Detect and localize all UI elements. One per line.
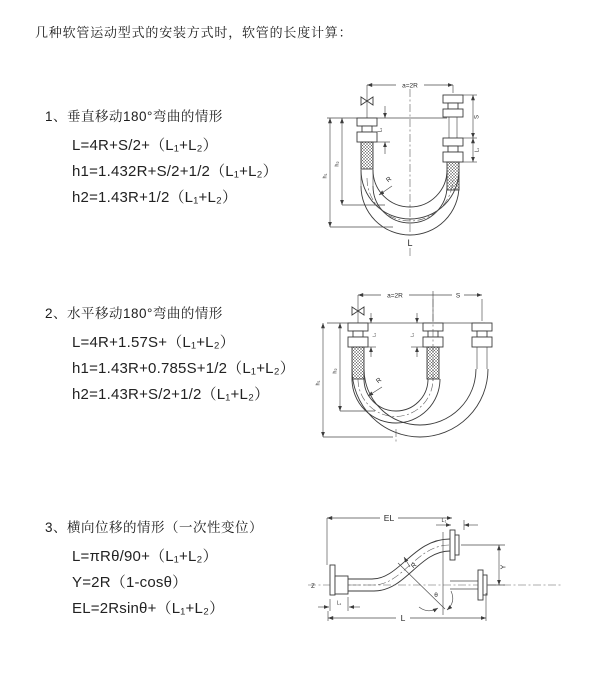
section-1 [45, 105, 278, 211]
dim-label-a2r: a=2R [387, 292, 403, 300]
hose-u-bend [352, 369, 488, 443]
dim-l1-center [410, 313, 424, 357]
dim-l1-right [463, 138, 481, 162]
diagram-horizontal-bend [313, 283, 600, 451]
section-3 [45, 516, 263, 622]
dim-label-r: R [385, 175, 394, 185]
right-fitting-upper [443, 95, 463, 138]
dim-label-r: R [409, 561, 419, 571]
formula-line: h1=1.432R+S/2+1/2（L₁+L₂） [72, 163, 278, 180]
dim-label-h1: h₁ [322, 173, 329, 179]
hose-braid [352, 347, 364, 379]
dim-label-l: L [400, 613, 406, 623]
dim-el [327, 511, 452, 565]
dim-l1-left [377, 106, 390, 154]
valve-icon [352, 295, 364, 323]
dim-label-l1: L₁ [474, 147, 481, 153]
dim-label-l1: L₁ [371, 332, 377, 338]
dim-label-l1: L₁ [336, 600, 342, 607]
dim-l1-bottom [318, 597, 360, 611]
dim-label-s: S [474, 114, 481, 120]
formula-line: L=πRθ/90+（L₁+L₂） [72, 548, 218, 565]
section-2-heading: 2、水平移动180°弯曲的情形 [45, 306, 223, 321]
formula-line: h1=1.43R+0.785S+1/2（L₁+L₂） [72, 360, 295, 377]
dim-label-a2r: a=2R [402, 82, 418, 90]
left-flange [330, 565, 348, 595]
left-fitting [357, 118, 377, 169]
formula-line: h2=1.43R+1/2（L₁+L₂） [72, 189, 238, 206]
formula-line: L=4R+1.57S+（L₁+L₂） [72, 334, 235, 351]
dim-label-theta: θ [434, 592, 438, 599]
formula-line: h2=1.43R+S/2+1/2（L₁+L₂） [72, 386, 270, 403]
dim-label-l1: L₁ [441, 518, 447, 524]
section-3-heading: 3、横向位移的情形（一次性变位） [45, 520, 264, 535]
datum-z-mark: Z [311, 584, 315, 590]
dim-label-l1: L₁ [409, 332, 415, 338]
formula-line: Y=2R（1-cosθ） [72, 574, 188, 591]
dim-label-h2: h₂ [332, 368, 339, 374]
formula-line: EL=2Rsinθ+（L₁+L₂） [72, 600, 225, 617]
upper-flange [450, 530, 459, 560]
radius-callout [368, 376, 383, 396]
right-fitting-moved [472, 323, 492, 369]
dim-label-l: L [407, 238, 413, 248]
section-1-heading: 1、垂直移动180°弯曲的情形 [45, 109, 223, 124]
dim-l1-top [436, 518, 478, 530]
dim-a2r-s [358, 290, 482, 321]
hose-braid [447, 162, 459, 190]
dim-label-s: S [455, 292, 461, 300]
dim-label-l1: L₁ [377, 127, 384, 133]
hose-s-curve [348, 539, 450, 591]
section-2 [45, 302, 295, 408]
dim-label-y: Y [500, 564, 508, 570]
radius-callout [379, 175, 393, 195]
dim-label-h1: h₁ [315, 380, 322, 386]
dim-s [463, 95, 481, 138]
formula-line: L=4R+S/2+（L₁+L₂） [72, 137, 218, 154]
dim-label-r: R [375, 376, 384, 386]
diagram-lateral-displacement [300, 505, 600, 640]
dim-l [328, 593, 486, 623]
dim-label-el: EL [383, 513, 395, 523]
hose-braid [361, 142, 373, 169]
diagram-vertical-bend [313, 72, 593, 266]
valve-icon [361, 85, 373, 118]
angle-construction [398, 532, 453, 615]
page-title: 几种软管运动型式的安装方式时，软管的长度计算： [35, 25, 353, 40]
dim-label-h2: h₂ [334, 161, 341, 167]
left-fitting [348, 323, 368, 379]
dim-l1-left [364, 313, 377, 357]
